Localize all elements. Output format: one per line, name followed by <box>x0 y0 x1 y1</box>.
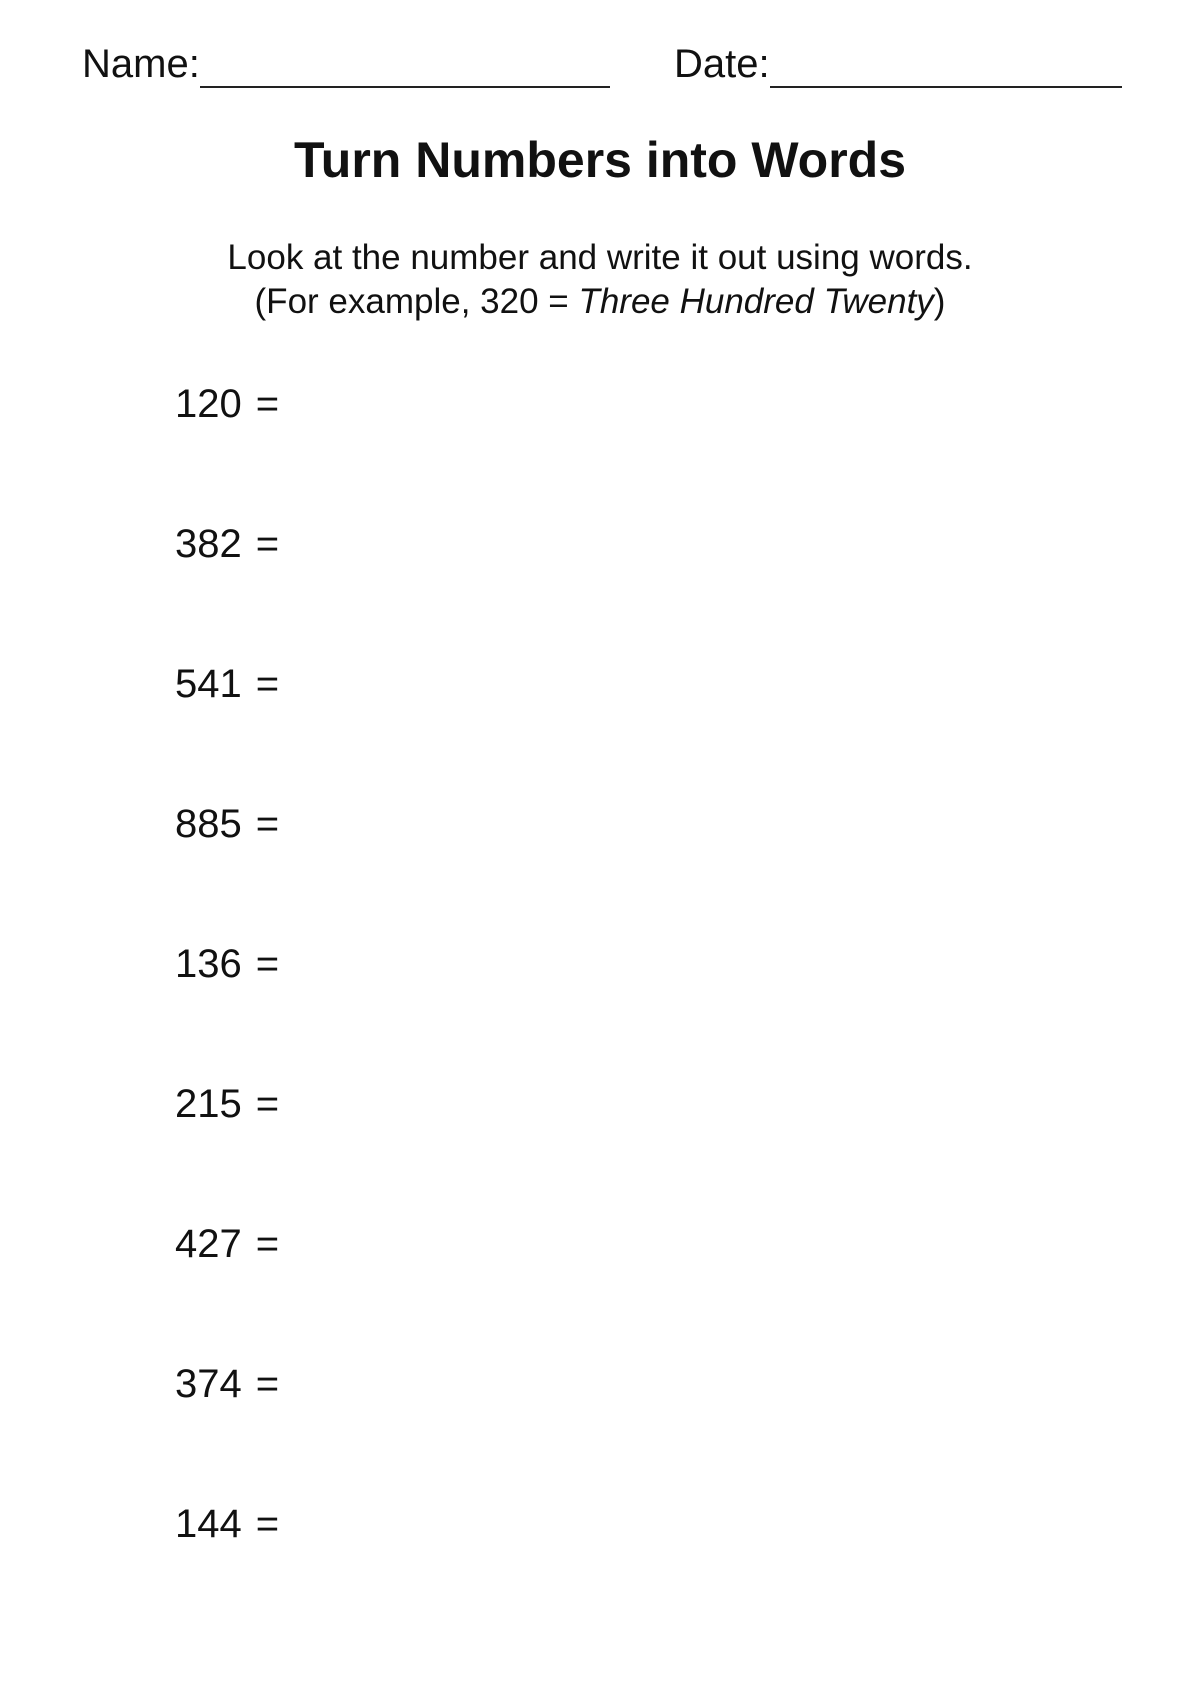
equals-sign: = <box>255 1082 280 1126</box>
problem-item[interactable] <box>175 1360 1075 1500</box>
problem-item[interactable] <box>175 800 1075 940</box>
name-field[interactable] <box>82 40 610 88</box>
instructions-line-1: Look at the number and write it out using words. <box>227 238 973 277</box>
problem-number: 136 <box>175 942 242 986</box>
header-row <box>82 40 1122 96</box>
problem-item[interactable] <box>175 1500 1075 1640</box>
problem-number: 541 <box>175 662 242 706</box>
problem-number: 120 <box>175 382 242 426</box>
equals-sign: = <box>255 802 280 846</box>
equals-sign: = <box>255 1502 280 1546</box>
example-words: Three Hundred Twenty <box>578 282 934 321</box>
equals-sign: = <box>255 1222 280 1266</box>
instructions <box>0 236 1200 324</box>
example-suffix: ) <box>933 282 946 321</box>
problem-number: 215 <box>175 1082 242 1126</box>
date-blank-line[interactable] <box>770 42 1122 88</box>
page-title: Turn Numbers into Words <box>293 132 907 188</box>
problem-number: 885 <box>175 802 242 846</box>
problem-item[interactable] <box>175 380 1075 520</box>
equals-sign: = <box>255 662 280 706</box>
name-label: Name: <box>82 42 200 86</box>
date-label: Date: <box>674 42 770 86</box>
problem-item[interactable] <box>175 660 1075 800</box>
problem-item[interactable] <box>175 1080 1075 1220</box>
equals-sign: = <box>255 1362 280 1406</box>
name-blank-line[interactable] <box>200 42 610 88</box>
equals-sign: = <box>255 522 280 566</box>
date-field[interactable] <box>674 40 1122 88</box>
problem-number: 382 <box>175 522 242 566</box>
problem-item[interactable] <box>175 1220 1075 1360</box>
problem-item[interactable] <box>175 940 1075 1080</box>
problem-list <box>175 380 1075 1640</box>
problem-number: 427 <box>175 1222 242 1266</box>
equals-sign: = <box>255 942 280 986</box>
equals-sign: = <box>255 382 280 426</box>
instructions-line-2 <box>0 280 1200 324</box>
problem-item[interactable] <box>175 520 1075 660</box>
example-prefix: (For example, 320 = <box>254 282 579 321</box>
problem-number: 374 <box>175 1362 242 1406</box>
problem-number: 144 <box>175 1502 242 1546</box>
